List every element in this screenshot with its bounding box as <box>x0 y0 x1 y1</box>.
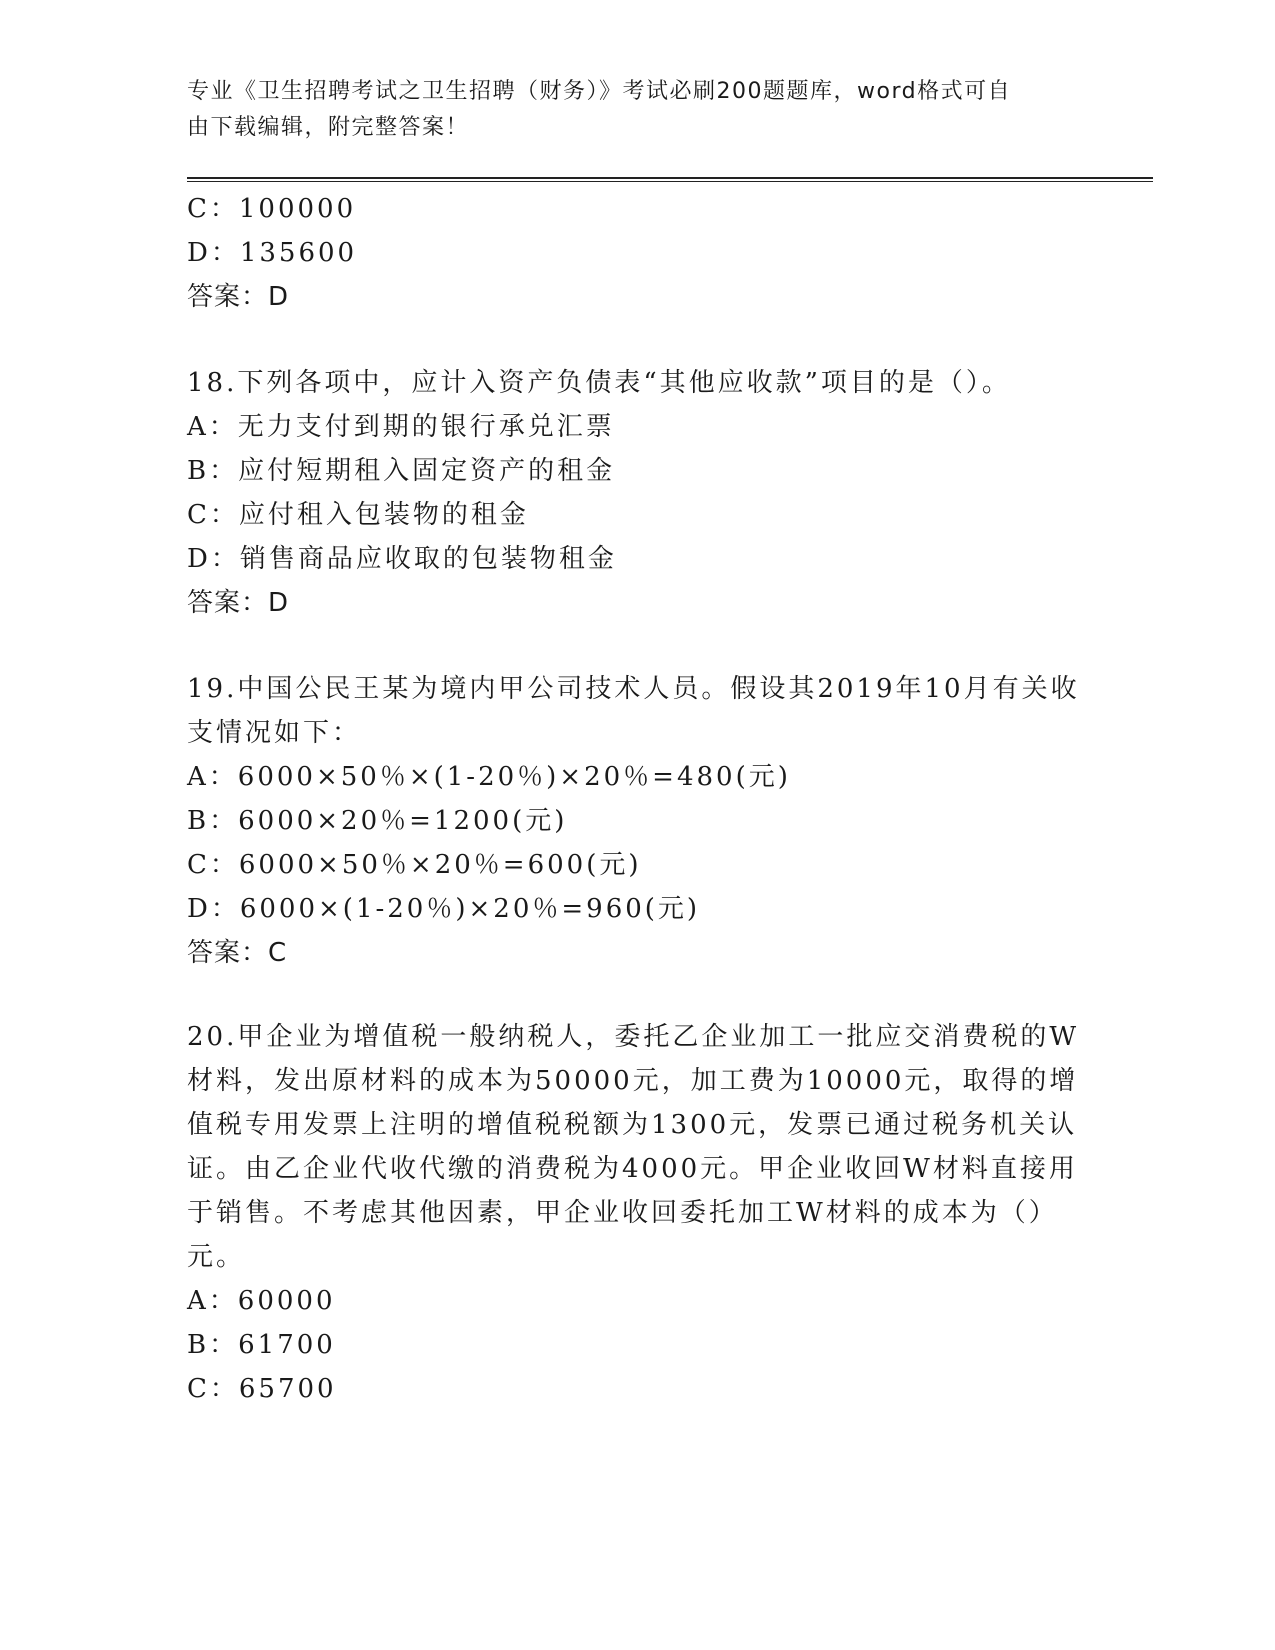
prev-answer: 答案：D <box>187 282 290 312</box>
q20-stem-line-2: 材料，发出原材料的成本为50000元，加工费为10000元，取得的增 <box>187 1066 1079 1096</box>
prev-option-c: C：100000 <box>187 194 357 224</box>
q20-stem-line-4: 证。由乙企业代收代缴的消费税为4000元。甲企业收回W材料直接用 <box>187 1154 1078 1184</box>
header-divider-thin <box>187 181 1153 182</box>
q18-answer: 答案：D <box>187 588 290 618</box>
q19-stem-line-2: 支情况如下： <box>187 718 362 748</box>
q18-option-a: A：无力支付到期的银行承兑汇票 <box>187 412 615 442</box>
q20-stem-line-6: 元。 <box>187 1242 246 1272</box>
q19-option-c: C：6000×50％×20％=600(元) <box>187 850 642 880</box>
q19-option-a: A：6000×50％×(1-20％)×20％=480(元) <box>187 762 791 792</box>
q18-option-d: D：销售商品应收取的包装物租金 <box>187 544 617 574</box>
q18-stem: 18.下列各项中，应计入资产负债表“其他应收款”项目的是（）。 <box>187 368 1011 398</box>
q18-option-c: C：应付租入包装物的租金 <box>187 500 529 530</box>
header-line-2: 由下载编辑，附完整答案！ <box>187 115 470 140</box>
q20-option-b: B：61700 <box>187 1330 336 1360</box>
q20-option-c: C：65700 <box>187 1374 337 1404</box>
q19-stem-line-1: 19.中国公民王某为境内甲公司技术人员。假设其2019年10月有关收 <box>187 674 1080 704</box>
header-divider-thick <box>187 177 1153 179</box>
q18-option-b: B：应付短期租入固定资产的租金 <box>187 456 616 486</box>
q20-option-a: A：60000 <box>187 1286 336 1316</box>
q19-option-d: D：6000×(1-20％)×20％=960(元) <box>187 894 701 924</box>
q20-stem-line-1: 20.甲企业为增值税一般纳税人，委托乙企业加工一批应交消费税的W <box>187 1022 1080 1052</box>
prev-option-d: D：135600 <box>187 238 358 268</box>
q20-stem-line-3: 值税专用发票上注明的增值税税额为1300元，发票已通过税务机关认 <box>187 1110 1078 1140</box>
q20-stem-line-5: 于销售。不考虑其他因素，甲企业收回委托加工W材料的成本为（） <box>187 1198 1058 1228</box>
q19-answer: 答案：C <box>187 938 288 968</box>
document-header <box>187 74 1067 146</box>
header-line-1: 专业《卫生招聘考试之卫生招聘（财务）》考试必刷200题题库，word格式可自 <box>187 79 1012 104</box>
q19-option-b: B：6000×20％=1200(元) <box>187 806 568 836</box>
